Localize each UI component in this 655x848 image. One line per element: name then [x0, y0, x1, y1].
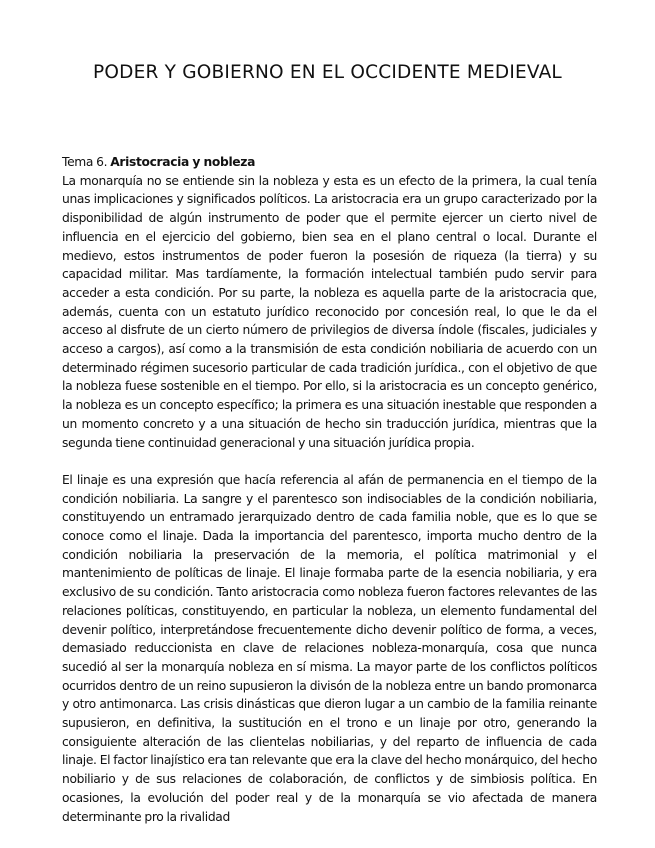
- paragraph-linaje: El linaje es una expresión que hacía referencia al afán de permanencia en el tiempo de la condición nobiliaria. La sangre y el parentesco son indisociables de la condición nobiliaria, constituyendo un entramado jerarquizado dentro de cada familia noble, que es lo que se conoce como el linaje. Dada la importancia del parentesco, importa mucho dentro de la condición nobiliaria la preservación de la memoria, el política matrimonial y el mantenimiento de políticas de linaje. El linaje formaba parte de la esencia nobiliaria, y era exclusivo de su condición. Tanto aristocracia como nobleza fueron factores relevantes de las relaciones políticas, constituyendo, en particular la nobleza, un elemento fundamental del devenir político, interpretándose frecuentemente dicho devenir político de forma, a veces, demasiado reduccionista en clave de relaciones nobleza-monarquía, cosa que nunca sucedió al ser la monarquía nobleza en sí misma. La mayor parte de los conflictos políticos ocurridos dentro de un reino supusieron la divisón de la nobleza entre un bando promonarca y otro antimonarca. Las crisis dinásticas que dieron lugar a un cambio de la familia reinante supusieron, en definitiva, la sustitución en el trono e un linaje por otro, generando la consiguiente alteración de las clientelas nobiliarias, y del reparto de influencia de cada linaje. El factor linajístico era tan relevante que era la clave del hecho monárquico, del hecho nobiliario y de sus relaciones de colaboración, de conflictos y de simbiosis política. En ocasiones, la evolución del poder real y de la monarquía se vio afectada de manera determinante pro la rivalidad: [62, 472, 597, 824]
- document-title: PODER Y GOBIERNO EN EL OCCIDENTE MEDIEVAL: [93, 62, 562, 83]
- document-body: [62, 153, 597, 826]
- section-heading: [62, 153, 597, 172]
- section-number: Tema 6.: [62, 155, 108, 169]
- paragraph-aristocracia-nobleza: La monarquía no se entiende sin la nobleza y esta es un efecto de la primera, la cual tenía unas implicaciones y significados políticos. La aristocracia era un grupo caracterizado por la disponibilidad de algún instrumento de poder que el permite ejercer un cierto nivel de influencia en el ejercicio del gobierno, bien sea en el plano central o local. Durante el medievo, estos instrumentos de poder fueron la posesión de riqueza (la tierra) y su capacidad militar. Mas tardíamente, la formación intelectual también pudo servir para acceder a esta condición. Por su parte, la nobleza es aquella parte de la aristocracia que, además, cuenta con un estatuto jurídico reconocido por concesión real, lo que le da el acceso al disfrute de un cierto número de privilegios de diversa índole (fiscales, judiciales y acceso a cargos), así como a la transmisión de esta condición nobiliaria de acuerdo con un determinado régimen sucesorio particular de cada tradición jurídica., con el objetivo de que la nobleza fuese sostenible en el tiempo. Por ello, si la aristocracia es un concepto genérico, la nobleza es un concepto específico; la primera es una situación inestable que responden a un momento concreto y a una situación de hecho sin traducción jurídica, mientras que la segunda tiene continuidad generacional y una situación jurídica propia.: [62, 173, 597, 450]
- section-title: Aristocracia y nobleza: [110, 155, 256, 169]
